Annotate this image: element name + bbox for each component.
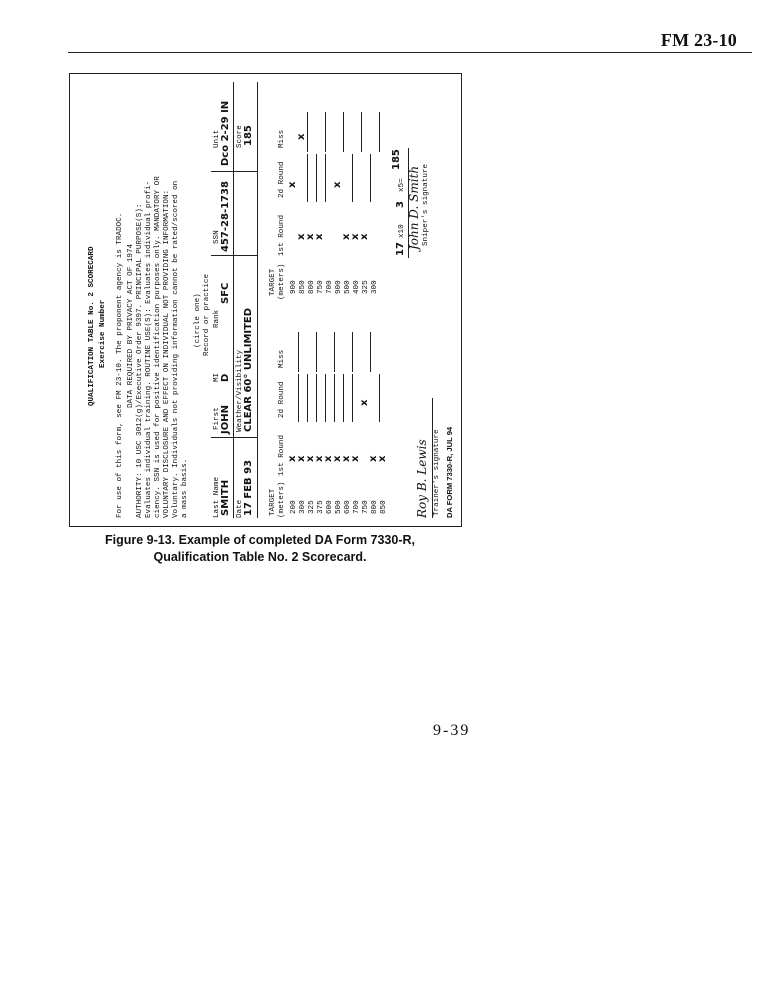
total-x10-count: 17 (395, 242, 406, 256)
rank-label: Rank (213, 309, 221, 328)
page-number: 9-39 (433, 722, 471, 739)
form-number: DA FORM 7330-R, JUL 94 (445, 426, 454, 518)
right-r1-mark-2: x (296, 233, 307, 240)
left-r2-line-10 (379, 374, 380, 422)
right-target-7: 500 (344, 280, 352, 294)
left-target-10: 800 (371, 500, 379, 514)
left-r1-mark-5: x (323, 455, 334, 462)
left-target-11: 850 (380, 500, 388, 514)
right-miss-line-7 (343, 112, 344, 152)
exercise-number-label: Exercise Number (99, 299, 107, 368)
field-divider-3 (211, 171, 257, 172)
right-miss-header: Miss (278, 129, 286, 148)
right-target-4: 750 (317, 280, 325, 294)
left-meters-header: (meters) (278, 481, 286, 518)
trainer-signature-image: Roy B. Lewis (415, 439, 429, 518)
left-r1-mark-3: x (305, 455, 316, 462)
left-miss-line-5 (370, 332, 371, 372)
ssn-label: SSN (213, 230, 221, 244)
sniper-signature-image: John D. Smith (407, 165, 421, 250)
date-label: Date (236, 499, 244, 518)
last-name-value: SMITH (220, 479, 231, 516)
right-r1-mark-9: x (359, 233, 370, 240)
figure-caption (0, 532, 520, 566)
right-r1-mark-4: x (314, 233, 325, 240)
right-r2-mark-1: x (287, 181, 298, 188)
privacy-line-1: For use of this form, see FM 23-10. The proponent agency is TRADOC. (116, 212, 124, 518)
total-score: 185 (391, 149, 402, 170)
left-target-7: 600 (344, 500, 352, 514)
right-miss-line-10 (379, 112, 380, 152)
score-label: Score (236, 125, 244, 148)
left-r1-mark-1: x (287, 455, 298, 462)
right-meters-header: (meters) (278, 263, 286, 300)
mi-value: D (220, 373, 231, 382)
left-r1-mark-7: x (341, 455, 352, 462)
left-second-round-header: 2d Round (278, 381, 286, 418)
privacy-line-6: VOLUNTARY DISCLOSURE AND EFFECT ON INDIVIDUAL NOT PROVIDING INFORMATION: (163, 189, 171, 518)
left-first-round-header: 1st Round (278, 434, 286, 476)
sniper-signature-label: Sniper's signature (422, 163, 430, 246)
x10-label: x10 (398, 224, 406, 238)
left-target-2: 300 (299, 500, 307, 514)
date-value: 17 FEB 93 (243, 459, 254, 516)
left-r2-line-3 (316, 374, 317, 422)
right-target-3: 800 (308, 280, 316, 294)
first-name-value: JOHN (220, 405, 231, 434)
field-divider-1 (211, 437, 257, 438)
left-miss-line-2 (316, 332, 317, 372)
left-r1-mark-8: x (350, 455, 361, 462)
right-r2-line-3 (307, 154, 308, 202)
left-miss-line-1 (298, 332, 299, 372)
record-or-practice-label: Record or practice (203, 273, 211, 356)
rank-value: SFC (220, 282, 231, 304)
right-target-5: 700 (326, 280, 334, 294)
right-target-9: 325 (362, 280, 370, 294)
weather-value: CLEAR 60° UNLIMITED (243, 307, 254, 432)
left-r2-line-5 (334, 374, 335, 422)
name-row-underline (233, 82, 234, 518)
right-target-6: 900 (335, 280, 343, 294)
right-r2-line-8 (352, 154, 353, 202)
right-target-8: 400 (353, 280, 361, 294)
privacy-line-8: a mass basis. (181, 458, 189, 518)
figure-frame (69, 73, 462, 527)
last-name-label: Last Name (213, 476, 221, 518)
right-target-10: 300 (371, 280, 379, 294)
right-r1-mark-7: x (341, 233, 352, 240)
right-miss-mark-2: x (296, 133, 307, 140)
date-row-underline (257, 82, 258, 518)
privacy-line-3: AUTHORITY: 10 USC 3012(g)/Executive Order 9397. PRINCIPAL PURPOSE(S): (136, 203, 144, 518)
unit-value: Dco 2-29 IN (220, 100, 231, 166)
trainer-signature-line (432, 398, 433, 518)
privacy-line-4: Evaluates individual training. ROUTINE USE(S): Evaluates individual profi- (145, 180, 153, 518)
left-target-9: 750 (362, 500, 370, 514)
right-r2-mark-6: x (332, 181, 343, 188)
right-r2-line-10 (370, 154, 371, 202)
ssn-value: 457-28-1738 (220, 181, 231, 252)
left-r2-mark-9: x (359, 399, 370, 406)
right-r2-line-5 (325, 154, 326, 202)
weather-label: Weather/Visibility (236, 349, 244, 432)
header-rule (68, 52, 752, 53)
left-r1-mark-4: x (314, 455, 325, 462)
right-target-2: 850 (299, 280, 307, 294)
first-name-label: First (213, 407, 221, 430)
left-r1-mark-11: x (377, 455, 388, 462)
right-target-header: TARGET (269, 268, 277, 296)
right-r1-mark-3: x (305, 233, 316, 240)
score-value: 185 (243, 125, 254, 146)
right-second-round-header: 2d Round (278, 161, 286, 198)
form-title: QUALIFICATION TABLE No. 2 SCORECARD (88, 246, 96, 406)
left-target-8: 700 (353, 500, 361, 514)
left-r1-mark-6: x (332, 455, 343, 462)
left-r2-line-1 (298, 374, 299, 422)
circle-one-label: (circle one) (194, 293, 202, 348)
left-target-1: 200 (290, 500, 298, 514)
privacy-line-5: ciency. SSN is used for positive identification purposes only. MANDATORY OR (154, 176, 162, 518)
left-miss-header: Miss (278, 349, 286, 368)
right-r2-line-4 (316, 154, 317, 202)
left-target-6: 500 (335, 500, 343, 514)
manual-header: FM 23-10 (660, 30, 737, 50)
left-miss-line-3 (334, 332, 335, 372)
total-x5-count: 3 (395, 201, 406, 208)
right-miss-line-5 (325, 112, 326, 152)
left-target-3: 325 (308, 500, 316, 514)
left-target-header: TARGET (269, 488, 277, 516)
caption-line-2: Qualification Table No. 2 Scorecard. (153, 550, 367, 564)
right-r1-mark-8: x (350, 233, 361, 240)
left-r2-line-4 (325, 374, 326, 422)
left-r1-mark-2: x (296, 455, 307, 462)
left-r2-line-2 (307, 374, 308, 422)
left-miss-line-4 (352, 332, 353, 372)
left-r2-line-6 (343, 374, 344, 422)
right-miss-line-3 (307, 112, 308, 152)
left-r2-line-7 (352, 374, 353, 422)
privacy-line-2: DATA REQUIRED BY PRIVACY ACT OF 1974 (127, 243, 135, 408)
caption-line-1: Figure 9-13. Example of completed DA Form 7330-R, (104, 533, 416, 547)
left-target-5: 600 (326, 500, 334, 514)
right-first-round-header: 1st Round (278, 214, 286, 256)
scorecard-form (88, 82, 454, 518)
x5-label: x5= (398, 178, 406, 192)
left-target-4: 375 (317, 500, 325, 514)
field-divider-2 (211, 255, 257, 256)
left-r1-mark-10: x (368, 455, 379, 462)
right-target-1: 900 (290, 280, 298, 294)
unit-label: Unit (213, 129, 221, 148)
privacy-line-7: Voluntary. Individuals not providing information cannot be rated/scored on (172, 180, 180, 518)
right-miss-line-9 (361, 112, 362, 152)
mi-label: MI (213, 372, 221, 382)
trainer-signature-label: Trainer's signature (433, 429, 441, 516)
